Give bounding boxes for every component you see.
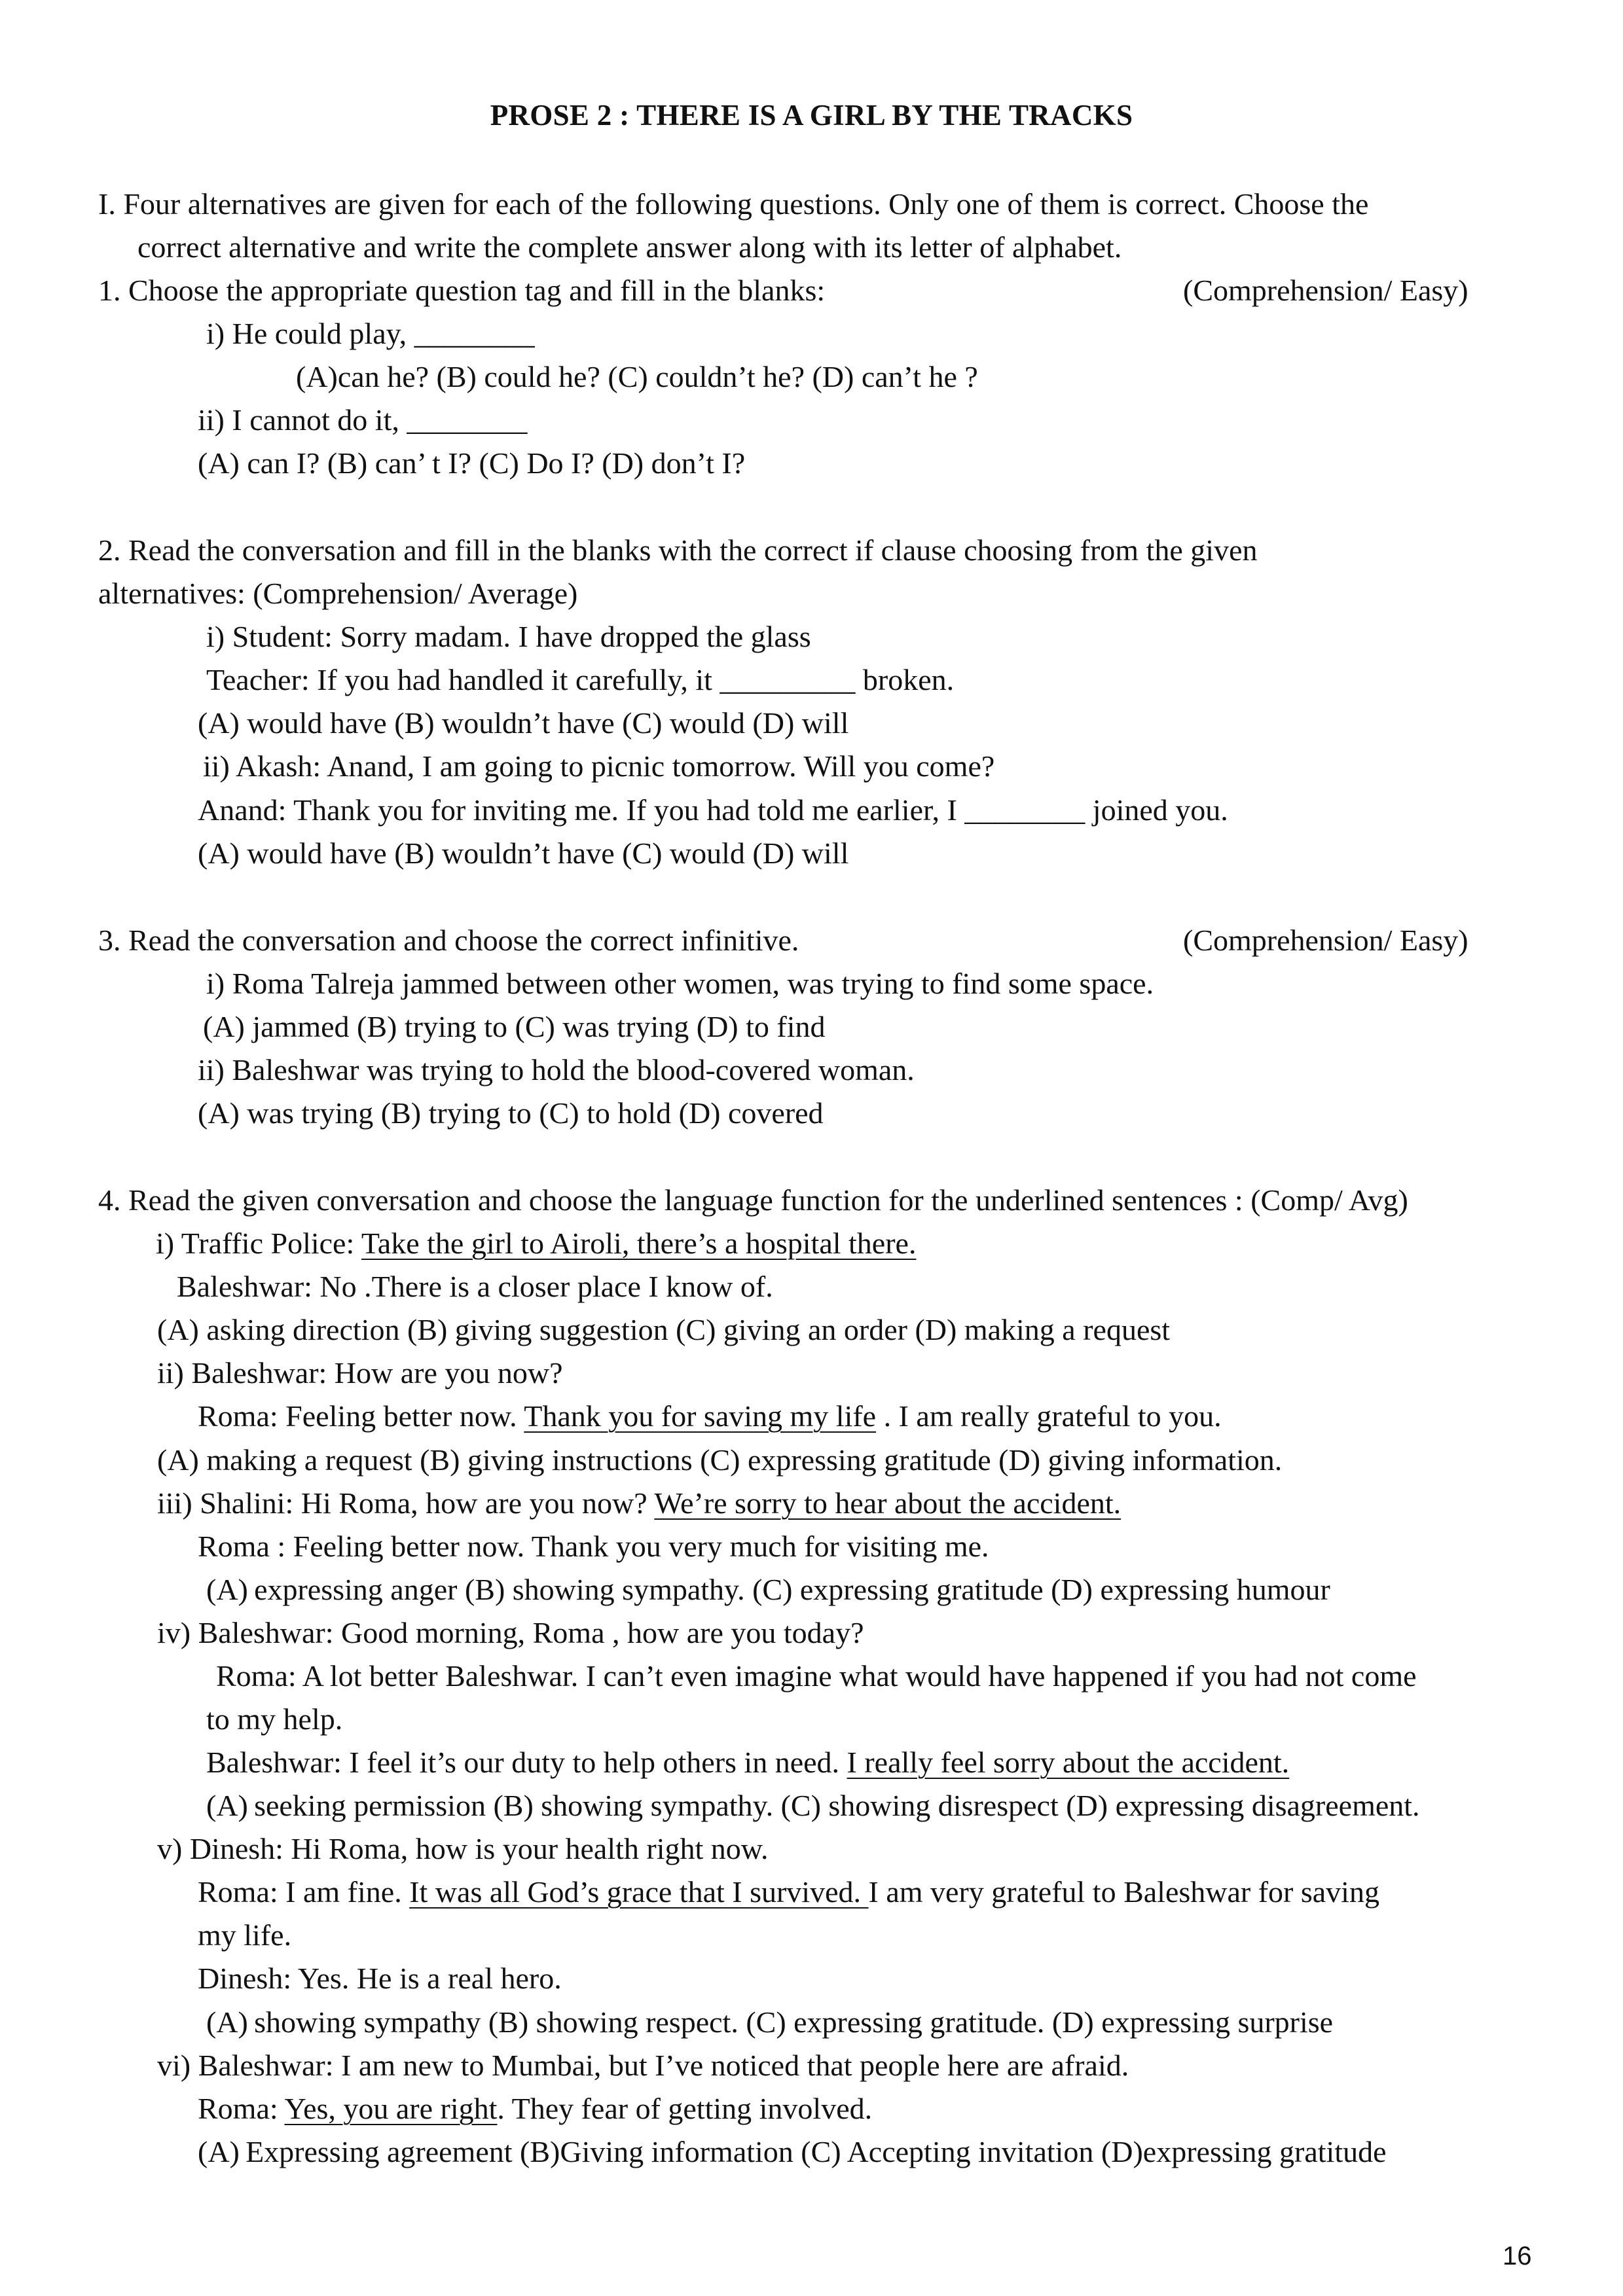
q1-stem: [98, 272, 1499, 309]
page-number: 16: [1503, 2242, 1532, 2270]
q4-ii-underlined: Thank you for saving my life: [524, 1399, 877, 1433]
q3-difficulty-tag: (Comprehension/ Easy): [1183, 924, 1468, 957]
q4-iii-roma: Roma : Feeling better now. Thank you very much for visiting me.: [198, 1530, 989, 1563]
q4-vi-options: (A) Expressing agreement (B)Giving information (C) Accepting invitation (D)expressing gratitude: [198, 2135, 1387, 2168]
q4-ii-prefix: Roma: Feeling better now.: [198, 1399, 524, 1433]
instructions-line-2: correct alternative and write the complete answer along with its letter of alphabet.: [137, 230, 1122, 264]
q3-i-options: (A) jammed (B) trying to (C) was trying (D) to find: [203, 1010, 826, 1043]
q4-v-dinesh: v) Dinesh: Hi Roma, how is your health right now.: [157, 1832, 769, 1865]
q4-iv-underlined: I really feel sorry about the accident.: [847, 1746, 1290, 1779]
q4-iii-shalini: [157, 1485, 1121, 1522]
q4-vi-underlined: Yes, you are right: [284, 2092, 498, 2125]
q4-iv-baleshwar-reply: [206, 1744, 1289, 1781]
q4-iv-options: (A) seeking permission (B) showing sympathy. (C) showing disrespect (D) expressing disagreement.: [206, 1789, 1420, 1822]
q4-ii-roma: [198, 1398, 1222, 1435]
q4-v-roma-line-1: [198, 1874, 1379, 1910]
q2-ii-options: (A) would have (B) wouldn’t have (C) would (D) will: [198, 836, 849, 870]
q4-vi-suffix: . They fear of getting involved.: [497, 2092, 873, 2125]
q4-iv-baleshwar: iv) Baleshwar: Good morning, Roma , how are you today?: [157, 1616, 864, 1649]
q2-stem-line-2: alternatives: (Comprehension/ Average): [98, 577, 578, 610]
q4-v-suffix: I am very grateful to Baleshwar for saving: [868, 1875, 1379, 1909]
q1-i-options: (A)can he? (B) could he? (C) couldn’t he? (D) can’t he ?: [296, 360, 978, 393]
q4-iii-prefix: iii) Shalini: Hi Roma, how are you now?: [157, 1486, 655, 1520]
q4-stem: 4. Read the given conversation and choose the language function for the underlined sentences : (Comp/ Avg): [98, 1183, 1408, 1217]
q4-iii-underlined: We’re sorry to hear about the accident.: [654, 1486, 1122, 1520]
q2-ii-anand: Anand: Thank you for inviting me. If you had told me earlier, I ________ joined you.: [198, 793, 1228, 827]
q3-stem-text: 3. Read the conversation and choose the correct infinitive.: [98, 924, 799, 957]
q4-iv-roma-line-2: to my help.: [206, 1702, 343, 1736]
q4-vi-roma: [198, 2090, 872, 2127]
q4-ii-baleshwar: ii) Baleshwar: How are you now?: [157, 1356, 563, 1390]
q4-i-options: (A) asking direction (B) giving suggestion (C) giving an order (D) making a request: [157, 1313, 1171, 1346]
q1-ii-options: (A) can I? (B) can’ t I? (C) Do I? (D) don’t I?: [198, 446, 746, 480]
q3-stem: [98, 922, 1499, 959]
q3-ii-question: ii) Baleshwar was trying to hold the blood-covered woman.: [198, 1053, 915, 1086]
q4-ii-suffix: . I am really grateful to you.: [876, 1399, 1222, 1433]
q2-i-teacher: Teacher: If you had handled it carefully, it _________ broken.: [206, 663, 955, 696]
q4-iv-roma-line-1: Roma: A lot better Baleshwar. I can’t even imagine what would have happened if you had not come: [216, 1659, 1417, 1693]
q3-i-question: i) Roma Talreja jammed between other women, was trying to find some space.: [206, 967, 1154, 1000]
q4-v-dinesh-reply: Dinesh: Yes. He is a real hero.: [198, 1962, 562, 1995]
q1-stem-text: 1. Choose the appropriate question tag and fill in the blanks:: [98, 274, 826, 307]
q4-v-prefix: Roma: I am fine.: [198, 1875, 410, 1909]
q4-i-baleshwar: Baleshwar: No .There is a closer place I know of.: [177, 1270, 773, 1303]
q4-i-speaker: i) Traffic Police:: [156, 1227, 361, 1260]
q1-difficulty-tag: (Comprehension/ Easy): [1183, 274, 1468, 307]
q2-ii-akash: ii) Akash: Anand, I am going to picnic tomorrow. Will you come?: [203, 749, 995, 783]
q3-ii-options: (A) was trying (B) trying to (C) to hold (D) covered: [198, 1096, 824, 1130]
q1-ii-question: ii) I cannot do it, ________: [198, 403, 528, 437]
q4-ii-options: (A) making a request (B) giving instructions (C) expressing gratitude (D) giving information.: [157, 1443, 1283, 1477]
q4-i-traffic-police: [156, 1225, 916, 1262]
q4-v-underlined: It was all God’s grace that I survived.: [409, 1875, 869, 1909]
q4-v-options: (A) showing sympathy (B) showing respect. (C) expressing gratitude. (D) expressing surprise: [206, 2005, 1334, 2039]
q2-stem-line-1: 2. Read the conversation and fill in the blanks with the correct if clause choosing from the given: [98, 533, 1258, 567]
q4-iv-prefix: Baleshwar: I feel it’s our duty to help others in need.: [206, 1746, 847, 1779]
q4-iii-options: (A) expressing anger (B) showing sympathy. (C) expressing gratitude (D) expressing humour: [206, 1573, 1330, 1606]
q1-i-question: i) He could play, ________: [206, 317, 535, 350]
q4-vi-baleshwar: vi) Baleshwar: I am new to Mumbai, but I’ve noticed that people here are afraid.: [157, 2049, 1129, 2082]
q4-vi-prefix: Roma:: [198, 2092, 285, 2125]
q4-v-roma-line-2: my life.: [198, 1918, 292, 1952]
instructions-line-1: I. Four alternatives are given for each of the following questions. Only one of them is correct. Choose the: [98, 187, 1369, 221]
q4-i-underlined: Take the girl to Airoli, there’s a hospital there.: [361, 1227, 917, 1260]
page-title: PROSE 2 : THERE IS A GIRL BY THE TRACKS: [490, 99, 1133, 132]
q2-i-options: (A) would have (B) wouldn’t have (C) would (D) will: [198, 706, 849, 740]
q2-i-student: i) Student: Sorry madam. I have dropped the glass: [206, 620, 811, 653]
